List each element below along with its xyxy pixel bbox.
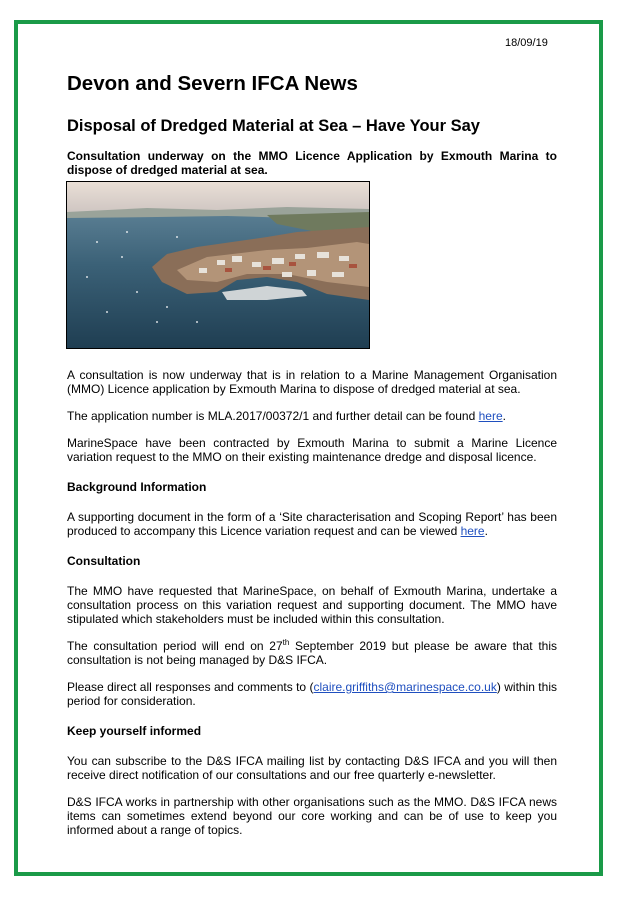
paragraph-partnership: D&S IFCA works in partnership with other organisations such as the MMO. D&S IFCA news items can sometimes extend beyond our core working and can be of use to keep you informed about a range of topics. (67, 795, 557, 837)
heading-consultation: Consultation (67, 554, 141, 568)
paragraph-consultation-period (67, 639, 557, 667)
text: A supporting document in the form of a ‘Site characterisation and Scoping Report’ has been produced to accompany this Licence variation request and can be viewed (67, 510, 557, 538)
aerial-photo (66, 181, 370, 349)
paragraph-supporting-document (67, 510, 557, 538)
marina-aerial-image (67, 182, 369, 348)
paragraph-consultation-process: The MMO have requested that MarineSpace, on behalf of Exmouth Marina, undertake a consultation process on this variation request and supporting document. The MMO have stipulated which stakeholders must be included within this consultation. (67, 584, 557, 626)
email-link[interactable]: claire.griffiths@marinespace.co.uk (313, 680, 497, 694)
date: 18/09/19 (505, 37, 548, 49)
article-title: Disposal of Dredged Material at Sea – Have Your Say (67, 117, 480, 135)
heading-background-information: Background Information (67, 480, 207, 494)
paragraph-consultation-intro: A consultation is now underway that is in relation to a Marine Management Organisation (MMO) Licence application by Exmouth Marina to dispose of dredged material at sea. (67, 368, 557, 396)
paragraph-application-number (67, 409, 557, 423)
page-title: Devon and Severn IFCA News (67, 72, 358, 95)
paragraph-marinespace: MarineSpace have been contracted by Exmouth Marina to submit a Marine Licence variation request to the MMO on their existing maintenance dredge and disposal licence. (67, 436, 557, 464)
text: . (502, 409, 506, 423)
article-body (67, 368, 557, 850)
paragraph-subscribe: You can subscribe to the D&S IFCA mailing list by contacting D&S IFCA and you will then receive direct notification of our consultations and our free quarterly e-newsletter. (67, 754, 557, 782)
text: Please direct all responses and comments to ( (67, 680, 314, 694)
superscript: th (282, 638, 290, 647)
application-details-link[interactable]: here (478, 409, 503, 423)
paragraph-responses (67, 680, 557, 708)
text: September 2019 but please be aware that this consultation is not being managed by D&S IFCA. (67, 639, 557, 667)
lead-paragraph: Consultation underway on the MMO Licence Application by Exmouth Marina to dispose of dredged material at sea. (67, 149, 557, 177)
text: The consultation period will end on 27 (67, 639, 283, 653)
text: The application number is MLA.2017/00372/1 and further detail can be found (67, 409, 479, 423)
text: . (484, 524, 488, 538)
scoping-report-link[interactable]: here (460, 524, 485, 538)
heading-keep-informed: Keep yourself informed (67, 724, 202, 738)
text: ) within this period for consideration. (67, 680, 557, 708)
